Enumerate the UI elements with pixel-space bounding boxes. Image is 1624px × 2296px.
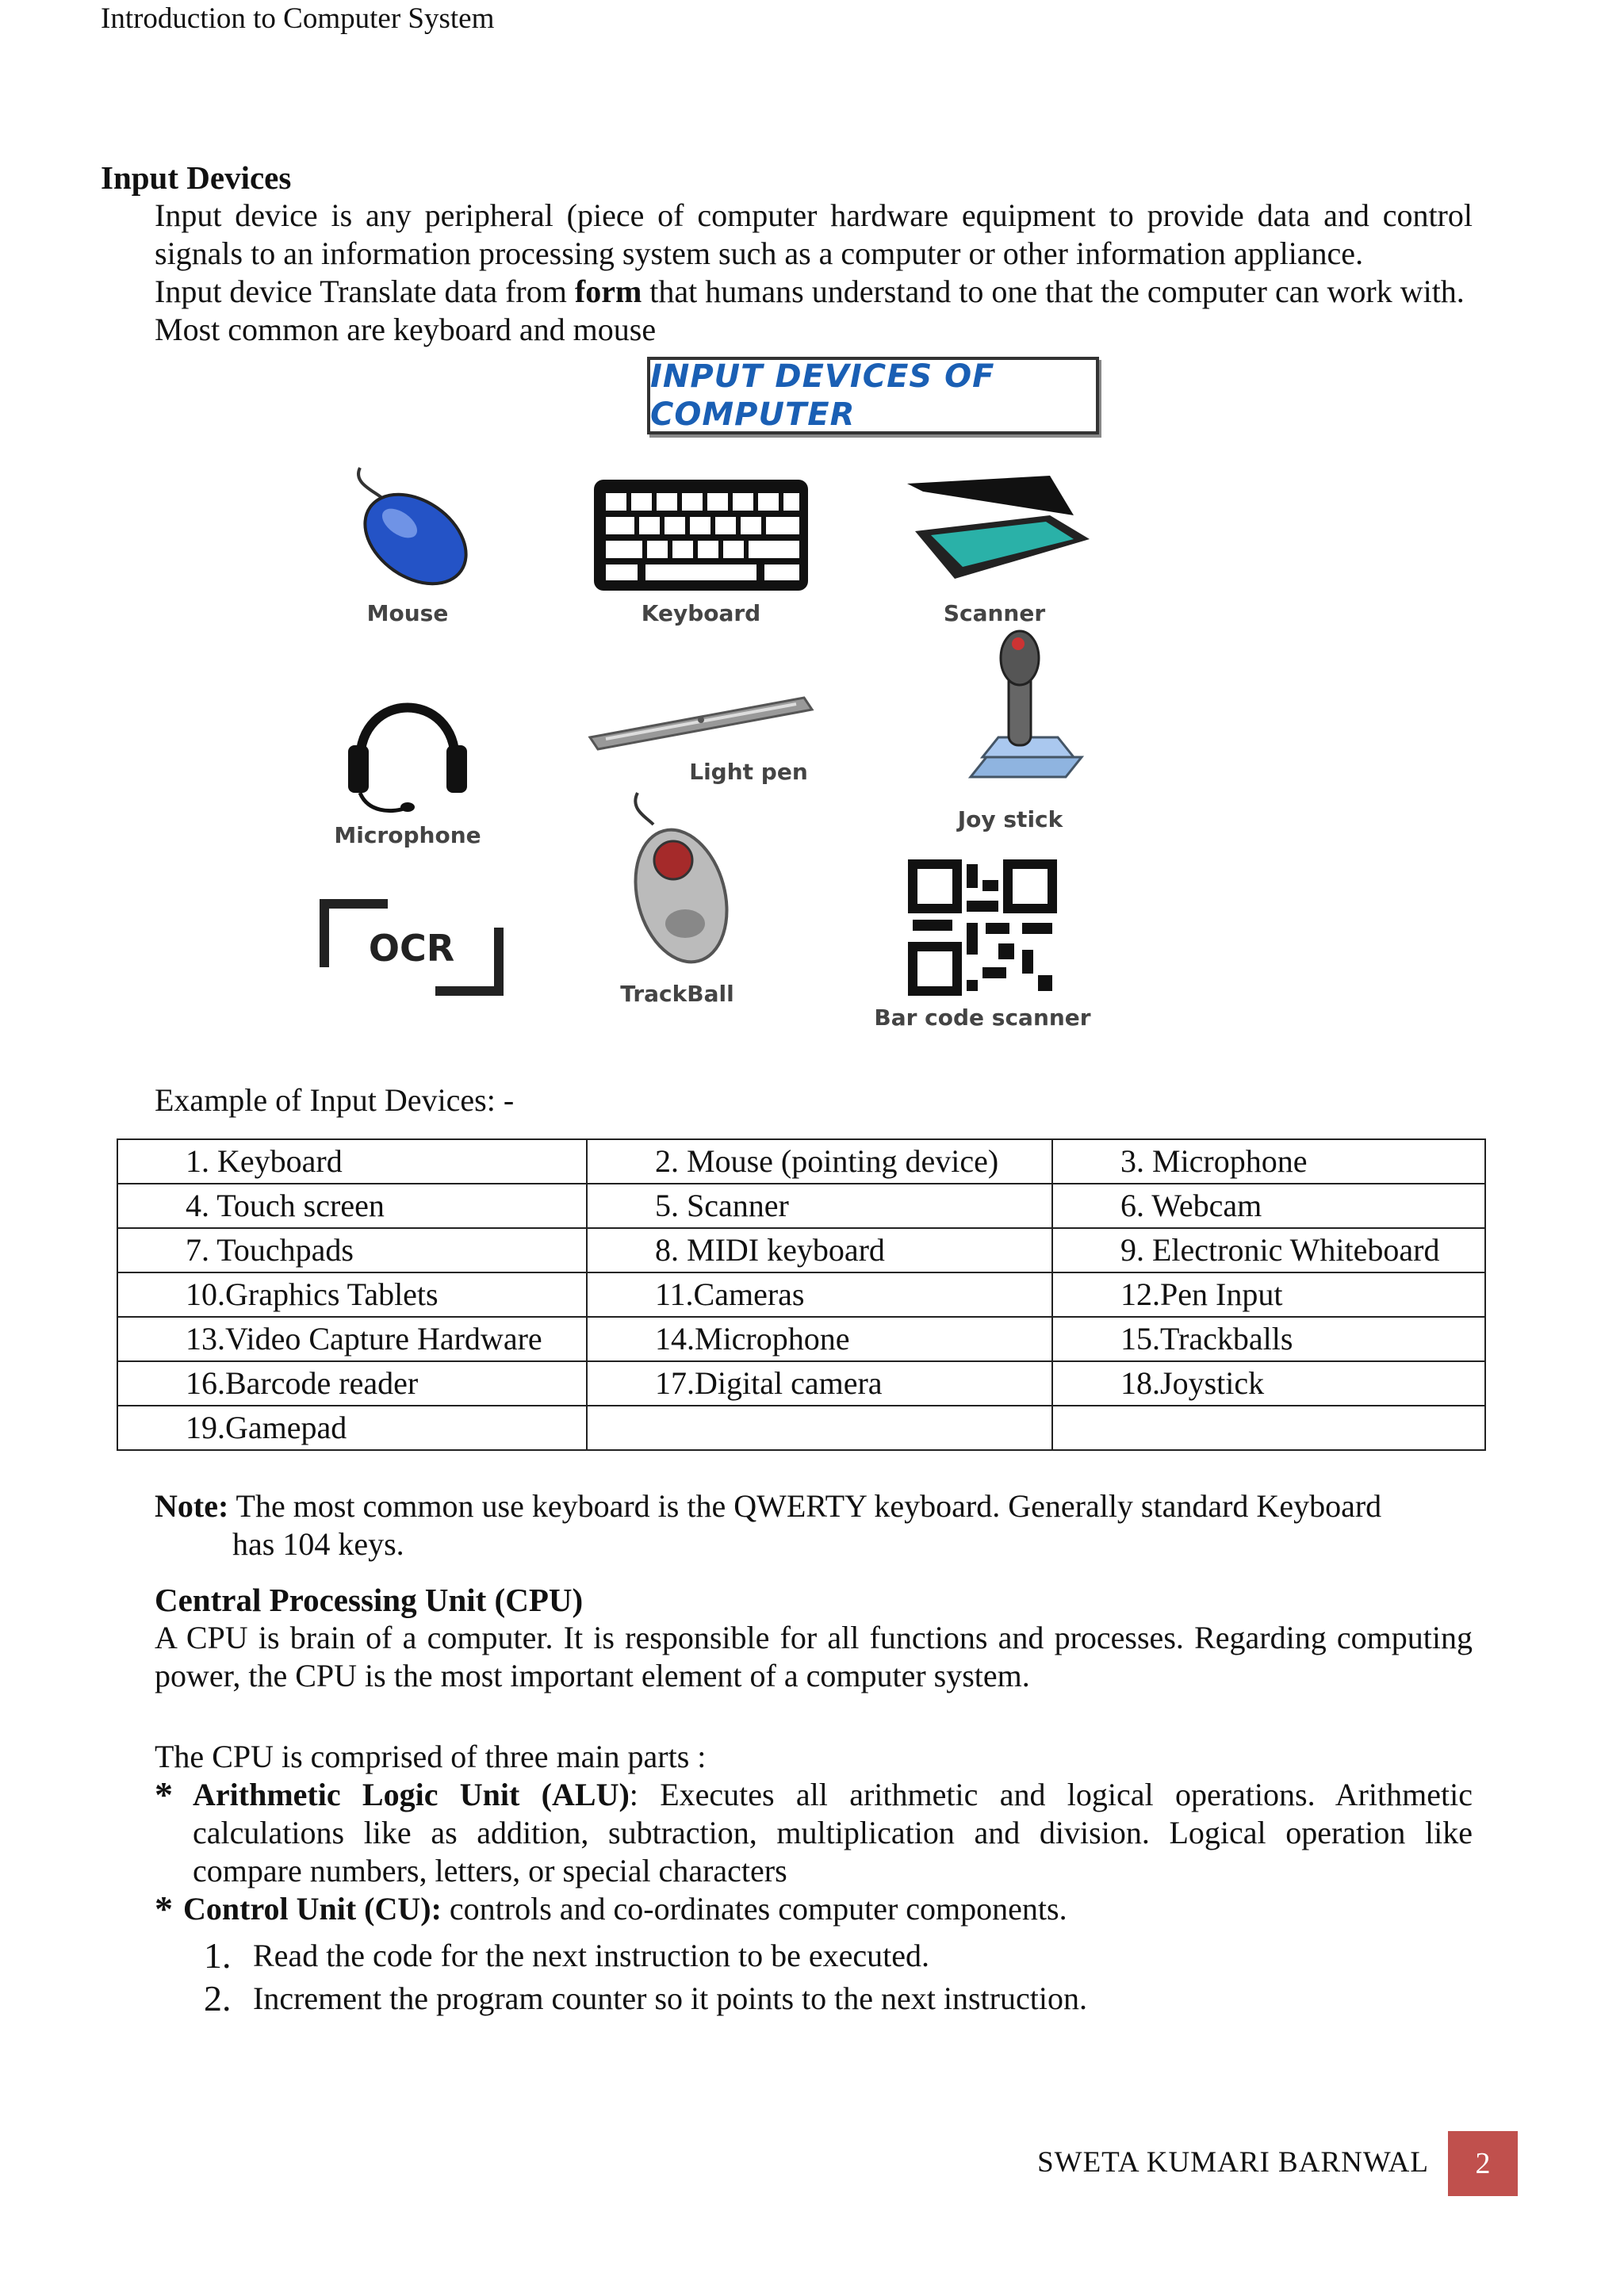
page-header: Introduction to Computer System: [101, 2, 495, 35]
footer-author: SWETA KUMARI BARNWAL: [1037, 2146, 1429, 2179]
table-cell: 16.Barcode reader: [117, 1361, 587, 1406]
examples-label: Example of Input Devices: -: [155, 1082, 515, 1118]
step-text: Read the code for the next instruction to be executed.: [253, 1938, 930, 1973]
keyboard-label: Keyboard: [641, 600, 761, 626]
asterisk-bullet-icon: *: [155, 1888, 173, 1929]
qr-code-icon: [903, 856, 1062, 999]
light-pen-icon: [582, 682, 820, 753]
para2-post: that humans understand to one that the computer can work with.: [642, 274, 1465, 309]
device-mouse: [304, 452, 511, 633]
table-row: [117, 1184, 1485, 1228]
table-cell: 12.Pen Input: [1052, 1272, 1485, 1317]
table-cell: 8. MIDI keyboard: [587, 1228, 1052, 1272]
table-cell: 5. Scanner: [587, 1184, 1052, 1228]
headset-icon: [328, 666, 487, 817]
cpu-para: A CPU is brain of a computer. It is responsible for all functions and processes. Regarding computing power, the CPU is the most important element of a computer system.: [155, 1620, 1473, 1693]
input-devices-table: [117, 1138, 1486, 1451]
table-cell: 1. Keyboard: [117, 1139, 587, 1184]
device-barcode: [868, 856, 1097, 1037]
ocr-label: OCR: [368, 927, 455, 970]
joystick-icon: [923, 618, 1097, 801]
table-row: [117, 1361, 1485, 1406]
page-content: [101, 159, 1473, 2020]
table-cell: 2. Mouse (pointing device): [587, 1139, 1052, 1184]
device-keyboard: [574, 476, 828, 633]
table-cell: [1052, 1406, 1485, 1450]
barcode-label: Bar code scanner: [874, 1004, 1091, 1031]
alu-label: Arithmetic Logic Unit (ALU): [193, 1777, 630, 1812]
cu-steps-list: [101, 1934, 1473, 2020]
joystick-label: Joy stick: [957, 806, 1063, 832]
cpu-heading: Central Processing Unit (CPU): [155, 1582, 584, 1618]
table-cell: 7. Touchpads: [117, 1228, 587, 1272]
alu-bullet: [101, 1776, 1473, 1890]
scanner-icon: [891, 468, 1097, 595]
table-cell: 9. Electronic Whiteboard: [1052, 1228, 1485, 1272]
input-devices-para-1: Input device is any peripheral (piece of computer hardware equipment to provide data and control signals to an information processing system such as a computer or other information appliance.: [155, 197, 1473, 271]
table-cell: 18.Joystick: [1052, 1361, 1485, 1406]
input-devices-para-2: [101, 273, 1473, 311]
alu-text-block: [193, 1776, 1473, 1890]
device-scanner: [891, 468, 1097, 633]
list-item: [101, 1934, 1473, 1977]
input-devices-para-3: Most common are keyboard and mouse: [155, 312, 657, 347]
device-joystick: [915, 618, 1105, 839]
note: [101, 1487, 1473, 1525]
table-cell: 19.Gamepad: [117, 1406, 587, 1450]
alu-text: : Executes all arithmetic and logical operations. Arithmetic calculations like as addition, subtraction, multiplication and division. Logical operation like compare numbers, letters, or special characters: [193, 1777, 1473, 1888]
device-ocr: [312, 896, 511, 999]
note-label: Note:: [155, 1488, 229, 1524]
mouse-label: Mouse: [366, 600, 449, 626]
cu-text-block: [183, 1890, 1473, 1928]
table-row: [117, 1272, 1485, 1317]
keyboard-icon: [590, 476, 812, 595]
cu-label: Control Unit (CU):: [183, 1891, 442, 1927]
microphone-label: Microphone: [334, 822, 481, 848]
trackball-label: TrackBall: [620, 981, 734, 1007]
ocr-icon: [316, 896, 507, 999]
table-cell: 15.Trackballs: [1052, 1317, 1485, 1361]
para2-pre: Input device Translate data from: [155, 274, 575, 309]
para2-bold: form: [574, 274, 642, 309]
note-continuation: has 104 keys.: [232, 1526, 404, 1562]
step-number: 1.: [204, 1935, 232, 1976]
table-row: [117, 1317, 1485, 1361]
cpu-parts-intro: The CPU is comprised of three main parts :: [155, 1739, 707, 1774]
table-cell: 3. Microphone: [1052, 1139, 1485, 1184]
table-cell: 13.Video Capture Hardware: [117, 1317, 587, 1361]
spacer: [101, 1695, 1473, 1738]
input-devices-table-body: [117, 1139, 1485, 1450]
note-text: The most common use keyboard is the QWERTY keyboard. Generally standard Keyboard: [228, 1488, 1382, 1524]
table-cell: 6. Webcam: [1052, 1184, 1485, 1228]
asterisk-bullet-icon: *: [155, 1774, 173, 1815]
cu-text: controls and co-ordinates computer components.: [441, 1891, 1067, 1927]
figure-title: INPUT DEVICES OF COMPUTER: [647, 357, 1099, 434]
step-text: Increment the program counter so it points to the next instruction.: [253, 1980, 1087, 2016]
table-cell: 10.Graphics Tablets: [117, 1272, 587, 1317]
input-devices-heading: Input Devices: [101, 159, 292, 196]
device-microphone: [304, 666, 511, 855]
device-trackball: [598, 785, 756, 1013]
device-light-pen: [574, 682, 828, 791]
table-row: [117, 1139, 1485, 1184]
table-cell: 17.Digital camera: [587, 1361, 1052, 1406]
table-cell: 4. Touch screen: [117, 1184, 587, 1228]
table-cell: 11.Cameras: [587, 1272, 1052, 1317]
list-item: [101, 1977, 1473, 2020]
scanner-label: Scanner: [943, 600, 1046, 626]
table-cell: 14.Microphone: [587, 1317, 1052, 1361]
input-devices-figure: [334, 357, 1161, 1054]
cu-bullet: [101, 1890, 1473, 1928]
page-number: 2: [1448, 2131, 1518, 2196]
mouse-icon: [328, 452, 487, 595]
table-row: [117, 1406, 1485, 1450]
step-number: 2.: [204, 1978, 232, 2019]
trackball-icon: [606, 785, 749, 975]
table-cell: [587, 1406, 1052, 1450]
table-row: [117, 1228, 1485, 1272]
light-pen-label: Light pen: [689, 759, 808, 785]
